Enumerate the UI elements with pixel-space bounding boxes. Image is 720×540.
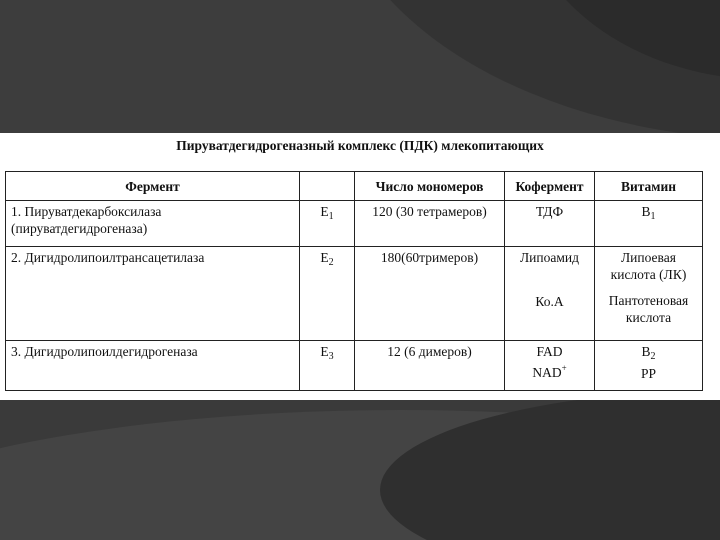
vitamin-subscript: 2 [650,351,656,362]
table-header-row [6,172,703,201]
coenzyme-value [510,360,589,381]
vitamin-cell [595,341,703,391]
vitamin-letter: B [641,344,651,359]
spacer [510,266,589,293]
coenzyme-superscript: + [561,363,567,373]
vitamin-value: Липоевая [621,250,676,265]
enzyme-name: 3. Дигидролипоилдегидрогеназа [11,344,198,359]
vitamin-value: Пантотеновая [608,293,689,308]
enzyme-code-subscript: 3 [328,351,334,362]
enzyme-alt-name: (пируватдегидрогеназа) [11,221,148,236]
coenzyme-value: Ко.А [535,294,564,309]
coenzyme-text: NAD [532,365,562,380]
vitamin-value [600,203,697,225]
enzyme-code: E [320,344,329,359]
coenzyme-value: FAD [536,344,563,359]
monomers-cell: 120 (30 тетрамеров) [355,201,505,247]
vitamin-cell [595,247,703,341]
slide-background-top [0,0,720,133]
coenzyme-cell [505,341,595,391]
slide-background-bottom [0,400,720,540]
coenzyme-value: Липоамид [520,250,579,265]
table-row [6,201,703,247]
enzyme-code: E [320,250,329,265]
enzyme-name: 2. Дигидролипоилтрансацетилаза [11,250,205,265]
vitamin-subscript: 1 [650,211,656,222]
enzyme-code-subscript: 2 [328,257,334,268]
column-header-code [300,172,355,201]
enzyme-code: E [320,204,329,219]
column-header-monomers: Число мономеров [355,172,505,201]
coenzyme-value: ТДФ [535,204,564,219]
vitamin-value [600,343,697,365]
enzyme-code-cell [300,341,355,391]
coenzyme-cell [505,201,595,247]
page-title: Пируватдегидрогеназный комплекс (ПДК) млекопитающих [176,138,544,153]
vitamin-letter: B [641,204,651,219]
vitamin-cell [595,201,703,247]
enzyme-code-subscript: 1 [328,211,334,222]
coenzyme-cell [505,247,595,341]
monomers-cell: 12 (6 димеров) [355,341,505,391]
vitamin-value: PP [640,366,657,381]
table-row [6,247,703,341]
column-header-enzyme: Фермент [6,172,300,201]
vitamin-value: кислота (ЛК) [610,267,687,282]
column-header-coenzyme: Кофермент [505,172,595,201]
enzyme-cell [6,201,300,247]
table-row [6,341,703,391]
enzyme-cell [6,341,300,391]
spacer [600,283,697,292]
enzyme-table [5,171,703,391]
enzyme-name: 1. Пируватдекарбоксилаза [11,204,162,219]
enzyme-code-cell [300,247,355,341]
monomers-cell: 180(60тримеров) [355,247,505,341]
column-header-vitamin: Витамин [595,172,703,201]
vitamin-value: кислота [625,310,672,325]
enzyme-cell [6,247,300,341]
slide-content [0,133,720,400]
enzyme-code-cell [300,201,355,247]
